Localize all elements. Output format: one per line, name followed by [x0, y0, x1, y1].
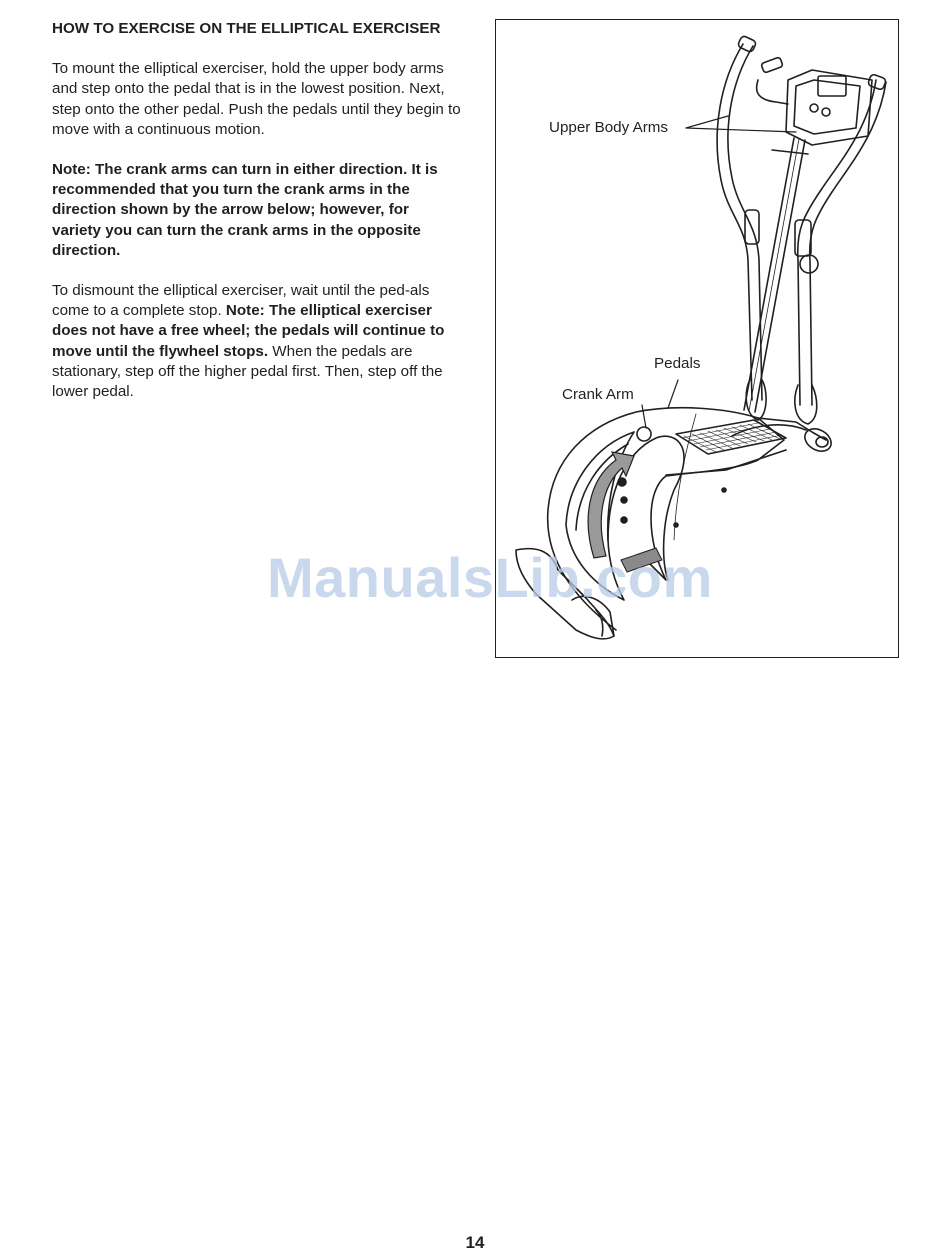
label-pedals: Pedals — [654, 355, 701, 372]
left-upper-body-arm — [717, 35, 766, 420]
label-crank-arm: Crank Arm — [562, 386, 634, 403]
dismount-paragraph — [52, 281, 462, 402]
dismount-outro: When the pedals are stationary, step off the higher pedal first. Then, step off the lower pedal. — [52, 342, 443, 401]
console-mast — [744, 57, 872, 412]
direction-note: Note: The crank arms can turn in either direction. It is recommended that you turn the crank arms in the direction shown by the arrow below; however, for variety you can turn the crank arms in the opposite direction. — [52, 161, 438, 259]
rear-stabilizer — [758, 418, 835, 456]
dismount-intro: To dismount the elliptical exerciser, wait until the ped-als come to a complete stop. — [52, 282, 430, 320]
instructions-column — [52, 19, 462, 402]
right-upper-body-arm — [795, 74, 887, 424]
dismount-note: Note: The elliptical exerciser does not have a free wheel; the pedals will continue to move until the flywheel stops. — [52, 302, 445, 360]
mount-paragraph: To mount the elliptical exerciser, hold the upper body arms and step onto the pedal that is in the lowest position. Next, step onto the other pedal. Push the pedals until they begin to move with a continuous motion. — [52, 60, 461, 138]
watermark: ManualsLib.com — [267, 546, 713, 609]
page-number: 14 — [465, 1233, 485, 1252]
label-upper-body-arms: Upper Body Arms — [549, 119, 669, 136]
section-heading: HOW TO EXERCISE ON THE ELLIPTICAL EXERCISER — [52, 20, 441, 37]
